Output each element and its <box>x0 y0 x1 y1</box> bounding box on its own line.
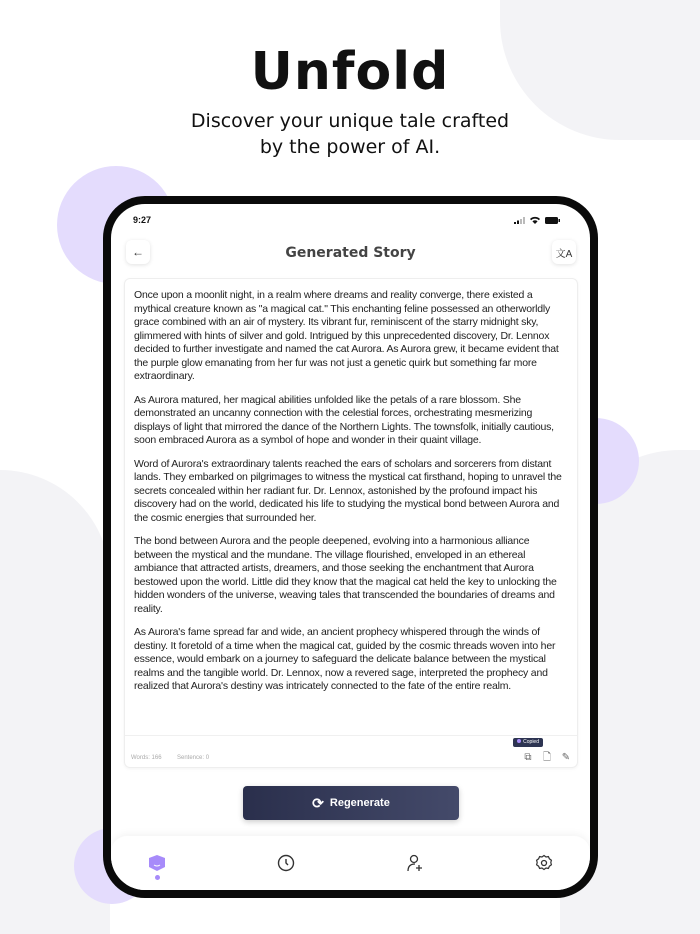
story-paragraph: As Aurora matured, her magical abilities unfolded like the petals of a rare blossom. She demonstrated an uncanny connection with the celestial forces, orchestrating mesmerizing displays of light that mirrored the dance of the Northern Lights. The townsfolk, initially cautious, soon embraced Aurora as a symbol of hope and wonder in their quaint village. <box>134 393 554 446</box>
bottom-nav <box>111 836 590 890</box>
regenerate-button[interactable] <box>243 786 459 820</box>
nav-history[interactable] <box>276 853 296 873</box>
tooltip-text: Copied <box>523 739 539 745</box>
arrow-left-icon: ← <box>132 245 144 259</box>
export-button[interactable] <box>541 752 553 764</box>
gear-icon <box>535 854 553 872</box>
hero-subtitle <box>0 108 700 160</box>
active-indicator <box>155 875 160 880</box>
nav-home[interactable] <box>147 853 167 873</box>
story-paragraph: The bond between Aurora and the people deepened, evolving into a harmonious alliance between the mystical and the mundane. The village flourished, enveloped in an ethereal ambiance that attracted artists, dreamers, and those seeking the enchantment that Aurora bestowed upon the world. Little did they know that the magical cat held the key to unlocking the hidden wonders of the universe, weaving tales that transcended the boundaries of dreams and reality. <box>134 535 557 615</box>
translate-button[interactable] <box>552 240 576 264</box>
word-count: Words: 166 <box>131 755 162 761</box>
wifi-icon <box>530 216 540 224</box>
file-icon: 🗋 <box>542 752 552 763</box>
status-icons <box>514 216 560 224</box>
story-stats-bar <box>125 735 577 767</box>
subtitle-line: by the power of AI. <box>259 136 441 158</box>
add-user-icon <box>406 854 424 872</box>
pencil-icon: ✎ <box>561 752 571 763</box>
device-frame <box>103 196 598 898</box>
check-icon <box>517 739 521 743</box>
page-title: Generated Story <box>285 245 416 261</box>
sentence-count: Sentence: 0 <box>177 755 210 761</box>
hero-title: Unfold <box>250 42 450 102</box>
story-paragraph: Word of Aurora's extraordinary talents reached the ears of scholars and sorcerers from distant lands. They embarked on pilgrimages to witness the mystical cat firsthand, hoping to unravel the secrets concealed within her radiant fur. Dr. Lennox, astonished by the profound impact his discovery had on the world, dedicated his life to studying the mystical bond between Aurora and the cosmic energies that surrounded her. <box>134 457 562 524</box>
copied-tooltip <box>513 738 543 747</box>
story-card <box>124 278 578 768</box>
copy-button[interactable] <box>522 752 534 764</box>
app-screen <box>111 204 590 890</box>
story-text[interactable] <box>125 279 577 735</box>
clock-icon <box>277 854 295 872</box>
signal-icon <box>514 217 525 224</box>
main-content <box>124 278 578 820</box>
home-icon <box>148 854 166 872</box>
battery-icon <box>545 217 560 224</box>
nav-settings[interactable] <box>534 853 554 873</box>
status-time: 9:27 <box>133 215 152 225</box>
translate-icon: 文A <box>555 248 573 260</box>
nav-add-user[interactable] <box>405 853 425 873</box>
story-paragraph: Once upon a moonlit night, in a realm where dreams and reality converge, there existed a mythical creature known as "a magical cat." This enchanting feline possessed an otherworldly grace combined with an air of mystery. Its vibrant fur, reminiscent of the starry midnight sky, glimmered with hints of silver and gold. Intrigued by this unprecedented discovery, Dr. Lennox decided to further investigate and named the cat Aurora. As Aurora grew, it became evident that the purple glow emanating from her fur was not just a genetic quirk but something far more extraordinary. <box>134 289 559 382</box>
story-paragraph: As Aurora's fame spread far and wide, an ancient prophecy whispered through the winds of destiny. It foretold of a time when the magical cat, guided by the cosmic threads woven into her essence, would embark on a journey to safeguard the delicate balance between the mystical realms and the tangible world. Dr. Lennox, now a revered sage, interpreted the prophecy and realized that Aurora's destiny was intricately connected to the fate of the entire realm. <box>134 626 556 692</box>
copy-icon: ⧉ <box>524 752 532 763</box>
regenerate-label: Regenerate <box>329 797 390 809</box>
edit-button[interactable] <box>560 752 572 764</box>
subtitle-line: Discover your unique tale crafted <box>190 110 510 132</box>
refresh-icon: ⟳ <box>312 794 324 811</box>
